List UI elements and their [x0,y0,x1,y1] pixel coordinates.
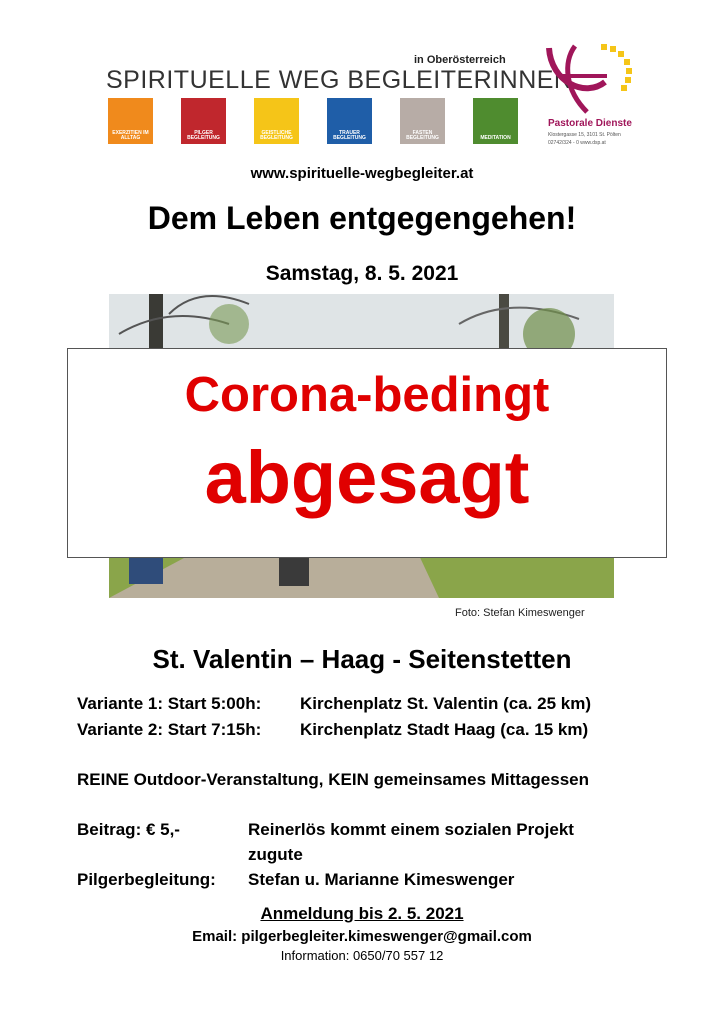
website-url: www.spirituelle-wegbegleiter.at [250,165,474,182]
category-label: MEDITATION [480,135,511,141]
partner-address: Klostergasse 15, 3101 St. Pölten [548,132,621,138]
headline: Dem Leben entgegengehen! [147,200,577,236]
information-phone: Information: 0650/70 557 12 [280,948,444,963]
organization-title: SPIRITUELLE WEG BEGLEITERINNEN [106,66,573,94]
category-label: PILGER BEGLEITUNG [187,130,220,141]
guide-label: Pilgerbegleitung: [77,870,216,889]
outdoor-note: REINE Outdoor-Veranstaltung, KEIN gemeinsames Mittagessen [77,770,590,789]
partner-name: Pastorale Dienste [548,118,632,129]
category-box [108,98,153,144]
event-date: Samstag, 8. 5. 2021 [265,262,459,285]
notice-line-2: abgesagt [204,436,530,519]
cancellation-notice [67,348,667,558]
category-label: GEISTLICHE BEGLEITUNG [260,130,293,141]
category-boxes [108,98,518,144]
pastorale-dienste-logo [545,42,635,120]
variant-1-label: Variante 1: Start 5:00h: [77,694,262,713]
category-box [473,98,518,144]
fee-text-line-1: Reinerlös kommt einem sozialen Projekt [248,820,574,839]
route-title: St. Valentin – Haag - Seitenstetten [152,644,572,674]
category-label: TRAUER BEGLEITUNG [333,130,366,141]
category-label: EXERZITIEN IM ALLTAG [112,130,149,141]
photo-credit: Foto: Stefan Kimeswenger [455,607,585,619]
notice-line-1: Corona-bedingt [184,368,550,422]
category-box [327,98,372,144]
fee-text-line-2: zugute [248,845,303,864]
partner-contact: 02742/324 - 0 www.dsp.at [548,140,606,146]
variant-2-label: Variante 2: Start 7:15h: [77,720,262,739]
contact-email[interactable]: Email: pilgerbegleiter.kimeswenger@gmail.com [192,928,532,945]
category-label: FASTEN BEGLEITUNG [406,130,439,141]
category-box [254,98,299,144]
registration-deadline: Anmeldung bis 2. 5. 2021 [260,904,464,923]
variant-1-place: Kirchenplatz St. Valentin (ca. 25 km) [300,694,591,713]
category-box [181,98,226,144]
variant-2-place: Kirchenplatz Stadt Haag (ca. 15 km) [300,720,589,739]
region-label: in Oberösterreich [414,54,506,66]
category-box [400,98,445,144]
guide-names: Stefan u. Marianne Kimeswenger [248,870,515,889]
fee-label: Beitrag: € 5,- [77,820,180,839]
